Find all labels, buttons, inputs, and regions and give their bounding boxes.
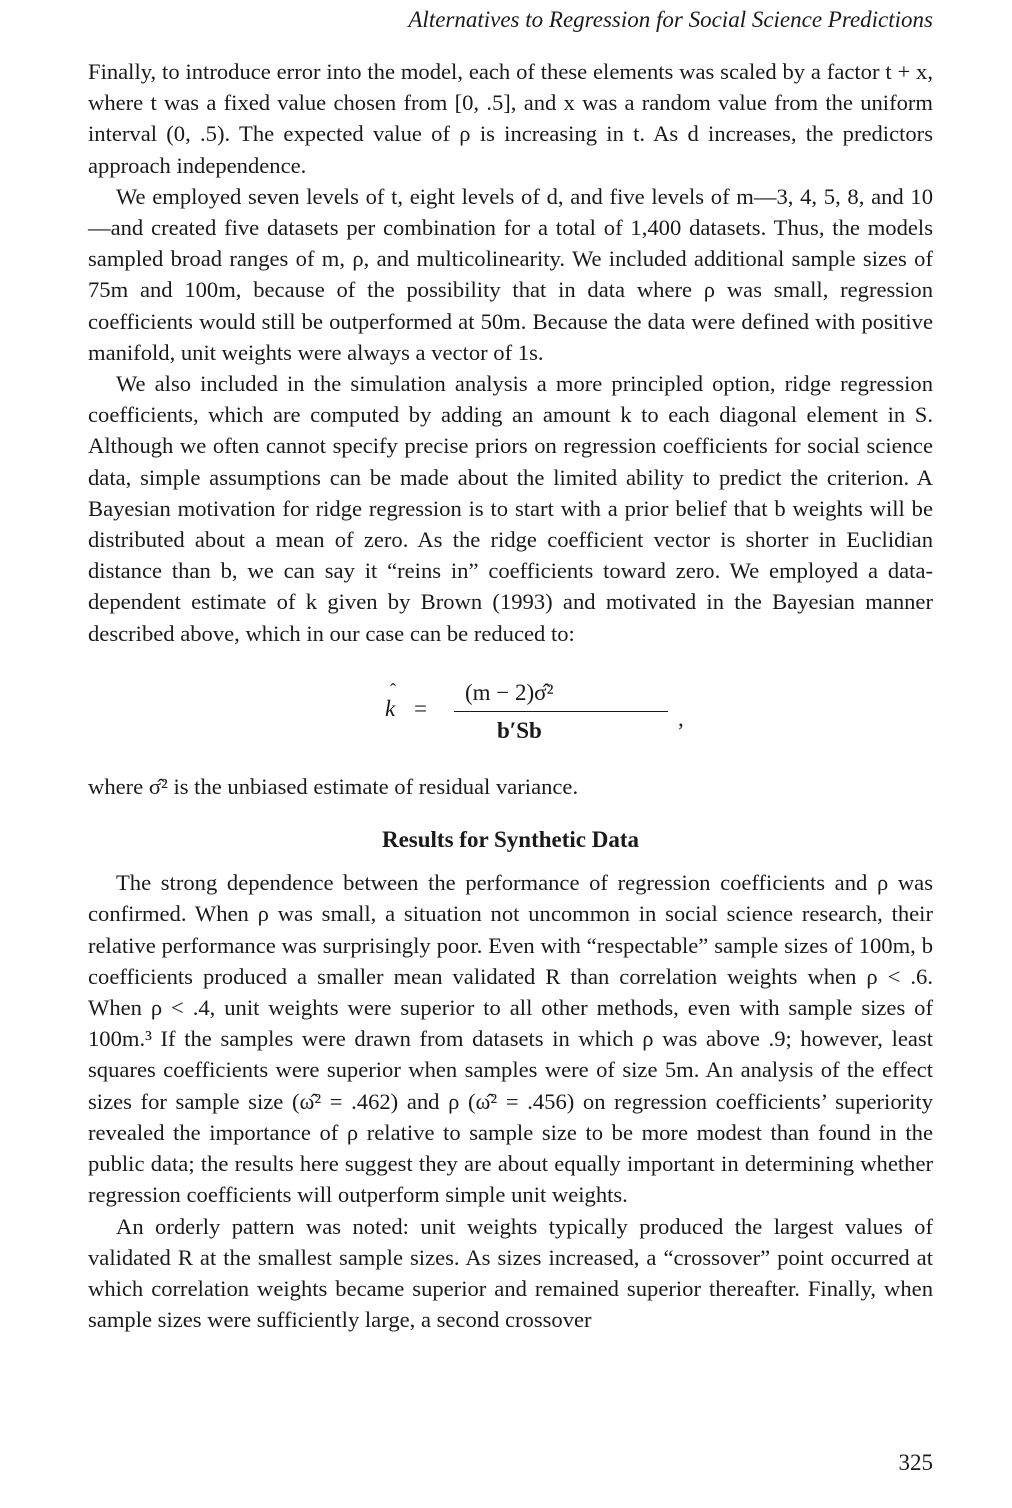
paragraph-5: The strong dependence between the performance of regression coefficients and ρ was confirmed. When ρ was small, a situation not uncommon in social science research, their relative performance was surprisingly poor. Even with “respectable” sample sizes of 100m, b coefficients produced a smaller mean validated R than correlation weights when ρ < .6. When ρ < .4, unit weights were superior to all other methods, even with sample sizes of 100m.³ If the samples were drawn from datasets in which ρ was above .9; however, least squares coefficients were superior when samples were of size 5m. An analysis of the effect sizes for sample size (ω̂² = .462) and ρ (ω̂² = .456) on regression coefficients’ superiority revealed the importance of ρ relative to sample size to be more modest than found in the public data; the results here suggest they are about equally important in determining whether regression coefficients will outperform simple unit weights. <box>88 870 933 1208</box>
page-number: 325 <box>898 1450 933 1475</box>
section-heading: Results for Synthetic Data <box>381 827 640 853</box>
paragraph-3: We also included in the simulation analysis a more principled option, ridge regression coefficients, which are computed by adding an amount k to each diagonal element in S. Although we often cannot specify precise priors on regression coefficients for social science data, simple assumptions can be made about the limited ability to predict the criterion. A Bayesian motivation for ridge regression is to start with a prior belief that b weights will be distributed about a mean of zero. As the ridge coefficient vector is shorter in Euclidian distance than b, we can say it “reins in” coefficients toward zero. We employed a data-dependent estimate of k given by Brown (1993) and motivated in the Bayesian manner described above, which in our case can be reduced to: <box>88 371 933 646</box>
ridge-k-equation <box>88 675 933 761</box>
paragraph-4: where σ̂² is the unbiased estimate of residual variance. <box>88 773 579 799</box>
equation-denominator: b′Sb <box>497 717 542 743</box>
paragraph-1: Finally, to introduce error into the model, each of these elements was scaled by a factor t + x, where t was a fixed value chosen from [0, .5], and x was a random value from the uniform interval (0, .5). The expected value of ρ is increasing in t. As d increases, the predictors approach independence. <box>88 59 933 178</box>
paragraph-2: We employed seven levels of t, eight levels of d, and five levels of m—3, 4, 5, 8, and 10—and created five datasets per combination for a total of 1,400 datasets. Thus, the models sampled broad ranges of m, ρ, and multicolinearity. We included additional sample sizes of 75m and 100m, because of the possibility that in data where ρ was small, regression coefficients would still be outperformed at 50m. Because the data were defined with positive manifold, unit weights were always a vector of 1s. <box>88 183 933 365</box>
equation-lhs: k <box>385 695 396 721</box>
running-head: Alternatives to Regression for Social Science Predictions <box>408 7 933 32</box>
equation-equals: = <box>414 695 427 721</box>
paragraph-6: An orderly pattern was noted: unit weights typically produced the largest values of validated R at the smallest sample sizes. As sizes increased, a “crossover” point occurred at which correlation weights became superior and remained superior thereafter. Finally, when sample sizes were sufficiently large, a second crossover <box>88 1213 933 1333</box>
equation-numerator: (m − 2)σ̂² <box>465 679 554 705</box>
equation-fraction-bar <box>454 711 668 712</box>
body-text <box>88 56 933 1335</box>
equation-comma: , <box>678 705 684 731</box>
equation-hat: ˆ <box>390 679 396 700</box>
